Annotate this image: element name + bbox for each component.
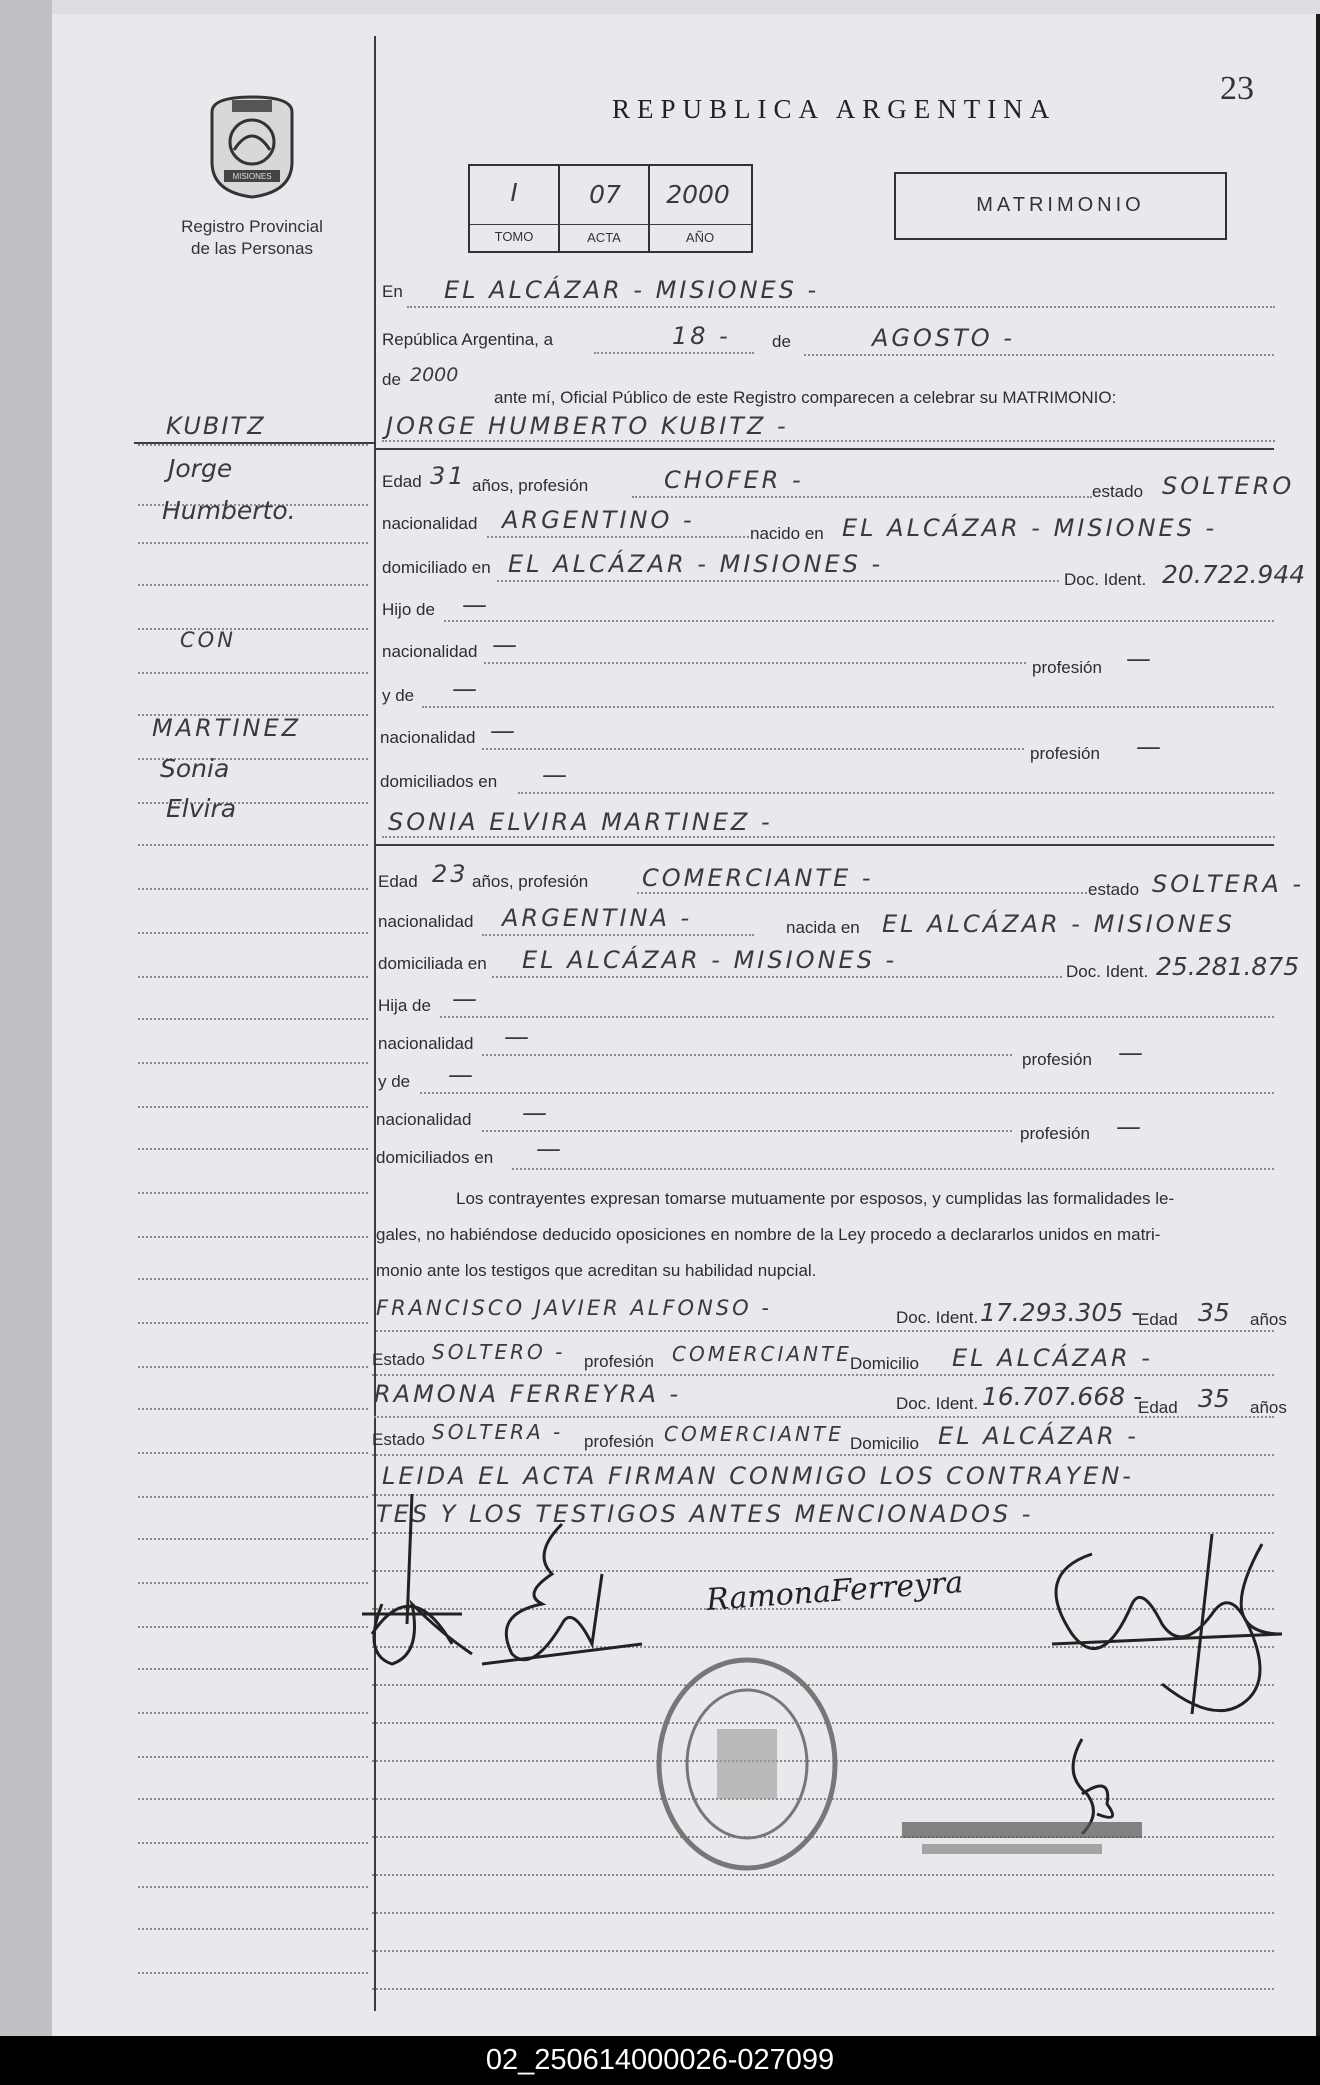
groom-estado: SOLTERO (1162, 472, 1295, 500)
marriage-place: EL ALCÁZAR - MISIONES - (444, 276, 820, 304)
marriage-year: 2000 (410, 364, 459, 386)
registry-name-line2: de las Personas (191, 239, 313, 258)
witness2-profession-label: profesión (584, 1432, 654, 1451)
groom-nac1: — (492, 630, 517, 659)
en-label: En (382, 282, 403, 301)
margin-divider (374, 36, 376, 2011)
groom-nacionalidad-label: nacionalidad (382, 514, 478, 533)
record-type: MATRIMONIO (976, 194, 1145, 216)
acta-reference-box (468, 164, 753, 253)
groom-prof2: — (1136, 732, 1161, 761)
bride-parents-dom-label: domiciliados en (376, 1148, 494, 1167)
closing-line2: TES Y LOS TESTIGOS ANTES MENCIONADOS - (376, 1500, 1034, 1528)
bride-nacida-label: nacida en (786, 918, 860, 937)
certificate-page (52, 14, 1316, 2036)
witness1-doc: 17.293.305 - (980, 1298, 1141, 1327)
groom-profession-label: años, profesión (472, 476, 589, 495)
groom-full-name: JORGE HUMBERTO KUBITZ - (386, 412, 789, 440)
tomo-label: TOMO (494, 229, 534, 244)
bride-parent2: — (448, 1060, 473, 1089)
bride-nac2-label: nacionalidad (376, 1110, 472, 1129)
declaration-line1: Los contrayentes expresan tomarse mutuamente por esposos, y cumplidas las formalidades le- (456, 1189, 1175, 1208)
groom-birthplace: EL ALCÁZAR - MISIONES - (842, 514, 1218, 542)
groom-nacionalidad: ARGENTINO - (502, 506, 695, 534)
witness1-edad-label: Edad (1138, 1310, 1178, 1329)
margin-connector: CON (180, 628, 236, 652)
witness1-name: FRANCISCO JAVIER ALFONSO - (376, 1296, 772, 1320)
bride-y-de-label: y de (378, 1072, 411, 1091)
witness1-estado: SOLTERO - (432, 1340, 566, 1364)
groom-domicilio-label: domiciliado en (382, 558, 491, 577)
witness2-domicilio: EL ALCÁZAR - (938, 1422, 1139, 1450)
groom-prof1: — (1126, 644, 1151, 673)
official-seal-stamp-icon (652, 1654, 842, 1874)
crest-label: MISIONES (232, 172, 272, 181)
year-de-label: de (382, 370, 401, 389)
scan-top-edge (0, 0, 1320, 14)
record-type-box (894, 172, 1227, 240)
bride-birthplace: EL ALCÁZAR - MISIONES (882, 910, 1235, 938)
bride-profession-label: años, profesión (472, 872, 589, 891)
margin-groom-name2: Humberto. (162, 496, 296, 525)
closing-line1: LEIDA EL ACTA FIRMAN CONMIGO LOS CONTRAYEN- (382, 1462, 1134, 1490)
republica-label: República Argentina, a (382, 330, 554, 349)
witness1-age: 35 (1198, 1298, 1230, 1327)
bride-profession: COMERCIANTE - (642, 864, 874, 892)
margin-groom-name1: Jorge (168, 454, 233, 483)
bride-domicilio-label: domiciliada en (378, 954, 487, 973)
bride-prof2: — (1116, 1112, 1141, 1141)
bride-hija-label: Hija de (378, 996, 431, 1015)
month-de-label: de (772, 332, 791, 351)
margin-bride-surname: MARTINEZ (152, 714, 302, 742)
bride-prof2-label: profesión (1020, 1124, 1090, 1143)
margin-name-rule (134, 442, 374, 444)
country-title: REPUBLICA ARGENTINA (612, 94, 1057, 124)
acta-value: 07 (589, 180, 621, 209)
bride-signature (452, 1514, 652, 1674)
witness2-anos-label: años (1250, 1398, 1287, 1417)
officer-name-stamp-icon (902, 1814, 1142, 1864)
bride-estado: SOLTERA - (1152, 870, 1305, 898)
bride-age: 23 (432, 860, 469, 888)
appearance-text: ante mí, Oficial Público de este Registro comparecen a celebrar su MATRIMONIO: (494, 388, 1117, 407)
page-number: 23 (1220, 70, 1254, 107)
bride-doc: 25.281.875 (1156, 952, 1300, 981)
groom-section-rule (374, 448, 1274, 450)
groom-nac2-label: nacionalidad (380, 728, 476, 747)
marriage-day: 18 - (672, 322, 731, 350)
declaration-line2: gales, no habiéndose deducido oposiciones en nombre de la Ley procedo a declararlos unidos en matri- (376, 1225, 1161, 1244)
witness2-edad-label: Edad (1138, 1398, 1178, 1417)
tomo-value: I (510, 178, 518, 207)
groom-age: 31 (430, 462, 467, 490)
ano-value: 2000 (666, 180, 730, 209)
groom-domicilio: EL ALCÁZAR - MISIONES - (508, 550, 884, 578)
groom-parent2: — (452, 674, 477, 703)
witness-signature: RamonaFerreyra (705, 1565, 965, 1618)
bride-nac1-label: nacionalidad (378, 1034, 474, 1053)
bride-section-rule (374, 844, 1274, 846)
groom-nac2: — (490, 716, 515, 745)
groom-hijo-label: Hijo de (382, 600, 435, 619)
groom-nac1-label: nacionalidad (382, 642, 478, 661)
witness1-domicilio: EL ALCÁZAR - (952, 1344, 1153, 1372)
witness2-estado: SOLTERA - (432, 1420, 564, 1444)
bride-parents-dom: — (536, 1134, 561, 1163)
groom-y-de-label: y de (382, 686, 415, 705)
marriage-month: AGOSTO - (872, 324, 1015, 352)
groom-doc: 20.722.944 (1162, 560, 1306, 589)
bride-edad-label: Edad (378, 872, 418, 891)
margin-groom-surname: KUBITZ (166, 412, 266, 440)
bride-prof1: — (1118, 1038, 1143, 1067)
ano-label: AÑO (685, 230, 715, 245)
groom-prof2-label: profesión (1030, 744, 1100, 763)
bride-parent1: — (452, 984, 477, 1013)
witness2-doc-label: Doc. Ident. (896, 1394, 979, 1413)
bride-estado-label: estado (1088, 880, 1140, 899)
groom-estado-label: estado (1092, 482, 1144, 501)
bride-full-name: SONIA ELVIRA MARTINEZ - (388, 808, 773, 836)
witness2-doc: 16.707.668 - (982, 1382, 1143, 1411)
witness1-profession-label: profesión (584, 1352, 654, 1371)
groom-edad-label: Edad (382, 472, 422, 491)
bride-nac2: — (522, 1098, 547, 1127)
groom-profession: CHOFER - (664, 466, 804, 494)
scan-left-edge (0, 0, 52, 2040)
bride-prof1-label: profesión (1022, 1050, 1092, 1069)
witness2-estado-label: Estado (372, 1430, 425, 1449)
official-signature (1012, 1514, 1292, 1744)
witness2-profession: COMERCIANTE (664, 1422, 844, 1446)
registry-name-line1: Registro Provincial (181, 217, 323, 236)
bride-doc-label: Doc. Ident. (1066, 962, 1149, 981)
groom-doc-label: Doc. Ident. (1064, 570, 1147, 589)
witness1-domicilio-label: Domicilio (850, 1354, 919, 1373)
bride-domicilio: EL ALCÁZAR - MISIONES - (522, 946, 898, 974)
witness2-domicilio-label: Domicilio (850, 1434, 919, 1453)
margin-bride-name1: Sonia (160, 754, 230, 783)
declaration-line3: monio ante los testigos que acreditan su habilidad nupcial. (376, 1261, 817, 1280)
acta-label: ACTA (587, 230, 621, 245)
witness1-doc-label: Doc. Ident. (896, 1308, 979, 1327)
groom-parents-dom-label: domiciliados en (380, 772, 498, 791)
witness1-anos-label: años (1250, 1310, 1287, 1329)
groom-parents-dom: — (542, 760, 567, 789)
witness2-name: RAMONA FERREYRA - (374, 1380, 682, 1408)
witness2-age: 35 (1198, 1384, 1230, 1413)
groom-parent1: — (462, 590, 487, 619)
provincial-crest-icon (202, 92, 302, 202)
scan-file-id: 02_250614000026-027099 (0, 2036, 1320, 2085)
margin-bride-name2: Elvira (166, 794, 237, 823)
bride-nacionalidad-label: nacionalidad (378, 912, 474, 931)
bride-nacionalidad: ARGENTINA - (502, 904, 693, 932)
witness1-profession: COMERCIANTE (672, 1342, 852, 1366)
groom-nacido-label: nacido en (750, 524, 824, 543)
bride-nac1: — (504, 1022, 529, 1051)
witness1-estado-label: Estado (372, 1350, 425, 1369)
groom-prof1-label: profesión (1032, 658, 1102, 677)
